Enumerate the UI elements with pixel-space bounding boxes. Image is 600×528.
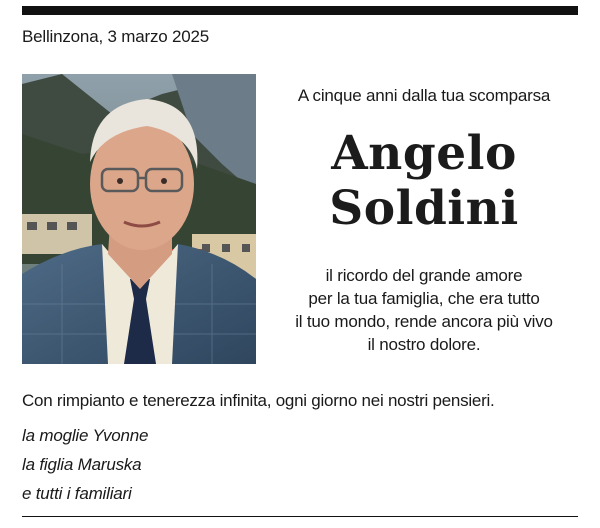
remembrance-text [270,264,578,356]
deceased-first-name: Angelo [331,126,517,181]
remembrance-line: il ricordo del grande amore [325,266,523,285]
signature-line: la figlia Maruska [22,455,142,474]
bottom-rule [22,516,578,517]
remembrance-line: il tuo mondo, rende ancora più vivo [295,312,553,331]
intro-text: A cinque anni dalla tua scomparsa [297,86,551,105]
closing-text: Con rimpianto e tenerezza infinita, ogni giorno nei nostri pensieri. [22,391,495,410]
remembrance-line: per la tua famiglia, che era tutto [308,289,540,308]
portrait-photo [22,74,256,364]
remembrance-line: il nostro dolore. [367,335,481,354]
signatures [22,421,148,508]
deceased-last-name: Soldini [329,181,519,236]
signature-line: e tutti i familiari [22,484,132,503]
top-rule [22,6,578,15]
dateline: Bellinzona, 3 marzo 2025 [22,27,210,46]
signature-line: la moglie Yvonne [22,426,149,445]
